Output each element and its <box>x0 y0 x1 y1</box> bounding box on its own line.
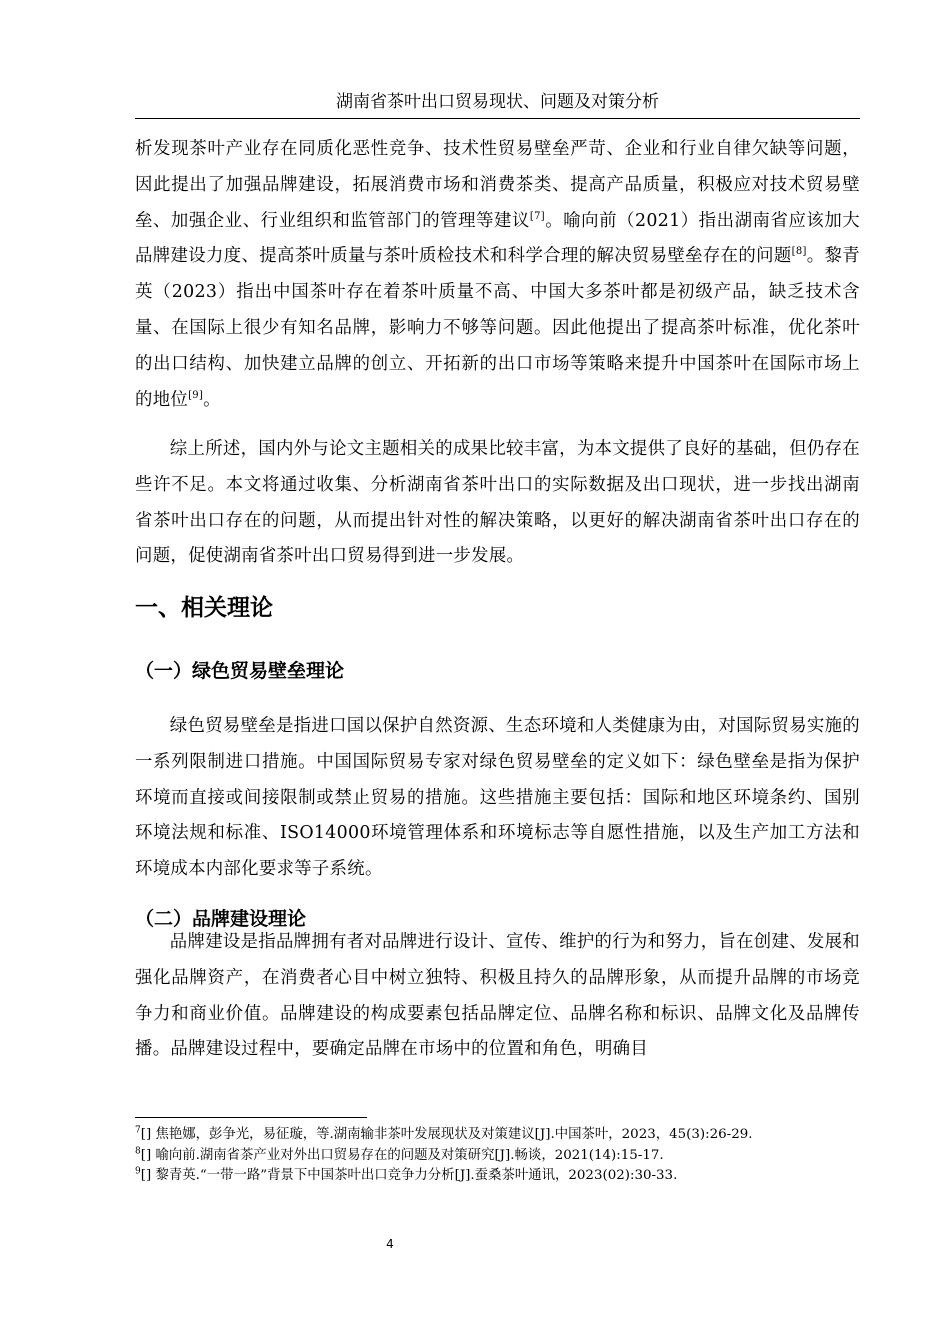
footnote-mark: 9 <box>135 1166 141 1177</box>
paragraph-brand-building: 品牌建设是指品牌拥有者对品牌进行设计、宣传、维护的行为和努力，旨在创建、发展和强化品牌资产，在消费者心目中树立独特、积极且持久的品牌形象，从而提升品牌的市场竞争力和商业价值。品牌建设的构成要素包括品牌定位、品牌名称和标识、品牌文化及品牌传播。品牌建设过程中，要确定品牌在市场中的位置和角色，明确目 <box>135 932 860 1060</box>
citation-ref[interactable]: [7] <box>529 210 545 222</box>
paragraph-summary: 综上所述，国内外与论文主题相关的成果比较丰富，为本文提供了良好的基础，但仍存在些许不足。本文将通过收集、分析湖南省茶叶出口的实际数据及出口现状，进一步找出湖南省茶叶出口存在的问题，从而提出针对性的解决策略，以更好的解决湖南省茶叶出口存在的问题，促使湖南省茶叶出口贸易得到进一步发展。 <box>135 439 860 567</box>
subsection-heading-green-barrier: （一）绿色贸易壁垒理论 <box>135 660 345 682</box>
subsection-heading-brand-building: （二）品牌建设理论 <box>135 908 307 930</box>
footnote-item <box>135 1166 860 1187</box>
paragraph-text: 。 <box>203 389 221 410</box>
citation-ref[interactable]: [9] <box>188 389 204 401</box>
footnote-mark: 8 <box>135 1146 141 1157</box>
paragraph-text: 析发现茶叶产业存在同质化恶性竞争、技术性贸易壁垒严苛、企业和行业自律欠缺等问题，因此提出了加强品牌建设，拓展消费市场和消费茶类、提高产品质量，积极应对技术贸易壁垒、加强企业、行业组织和监管部门的管理等建议 <box>135 139 860 231</box>
running-header: 湖南省茶叶出口贸易现状、问题及对策分析 <box>135 88 860 119</box>
footnote-mark: 7 <box>135 1125 141 1136</box>
section-heading: 一、相关理论 <box>135 595 273 621</box>
footnote-text: [] 黎青英.“一带一路”背景下中国茶叶出口竞争力分析[J].蚕桑茶叶通讯，2023(02):30-33. <box>140 1168 678 1183</box>
footnote-item <box>135 1146 860 1167</box>
citation-ref[interactable]: [8] <box>791 246 807 258</box>
footnote-separator <box>135 1117 367 1118</box>
footnote-item <box>135 1125 860 1146</box>
paragraph-text: 。黎青英（2023）指出中国茶叶存在着茶叶质量不高、中国大多茶叶都是初级产品，缺乏技术含量、在国际上很少有知名品牌，影响力不够等问题。因此他提出了提高茶叶标准，优化茶叶的出口结构、加快建立品牌的创立、开拓新的出口市场等策略来提升中国茶叶在国际市场上的地位 <box>135 246 860 410</box>
paragraph-literature-review <box>135 132 860 418</box>
paragraph-text: 。喻向前（2021）指出湖南省应该加大品牌建设力度、提高茶叶质量与茶叶质检技术和科学合理的解决贸易壁垒存在的问题 <box>135 210 860 267</box>
footnotes <box>135 1125 860 1187</box>
footnote-text: [] 焦艳娜，彭争光，易征璇，等.湖南输非茶叶发展现状及对策建议[J].中国茶叶，2023，45(3):26-29. <box>140 1127 753 1142</box>
page-number: 4 <box>386 1237 394 1251</box>
paragraph-green-barrier: 绿色贸易壁垒是指进口国以保护自然资源、生态环境和人类健康为由，对国际贸易实施的一系列限制进口措施。中国国际贸易专家对绿色贸易壁垒的定义如下：绿色壁垒是指为保护环境而直接或间接限制或禁止贸易的措施。这些措施主要包括：国际和地区环境条约、国别环境法规和标准、ISO14000环境管理体系和环境标志等自愿性措施，以及生产加工方法和环境成本内部化要求等子系统。 <box>135 716 860 880</box>
footnote-text: [] 喻向前.湖南省茶产业对外出口贸易存在的问题及对策研究[J].畅谈，2021(14):15-17. <box>140 1147 664 1163</box>
